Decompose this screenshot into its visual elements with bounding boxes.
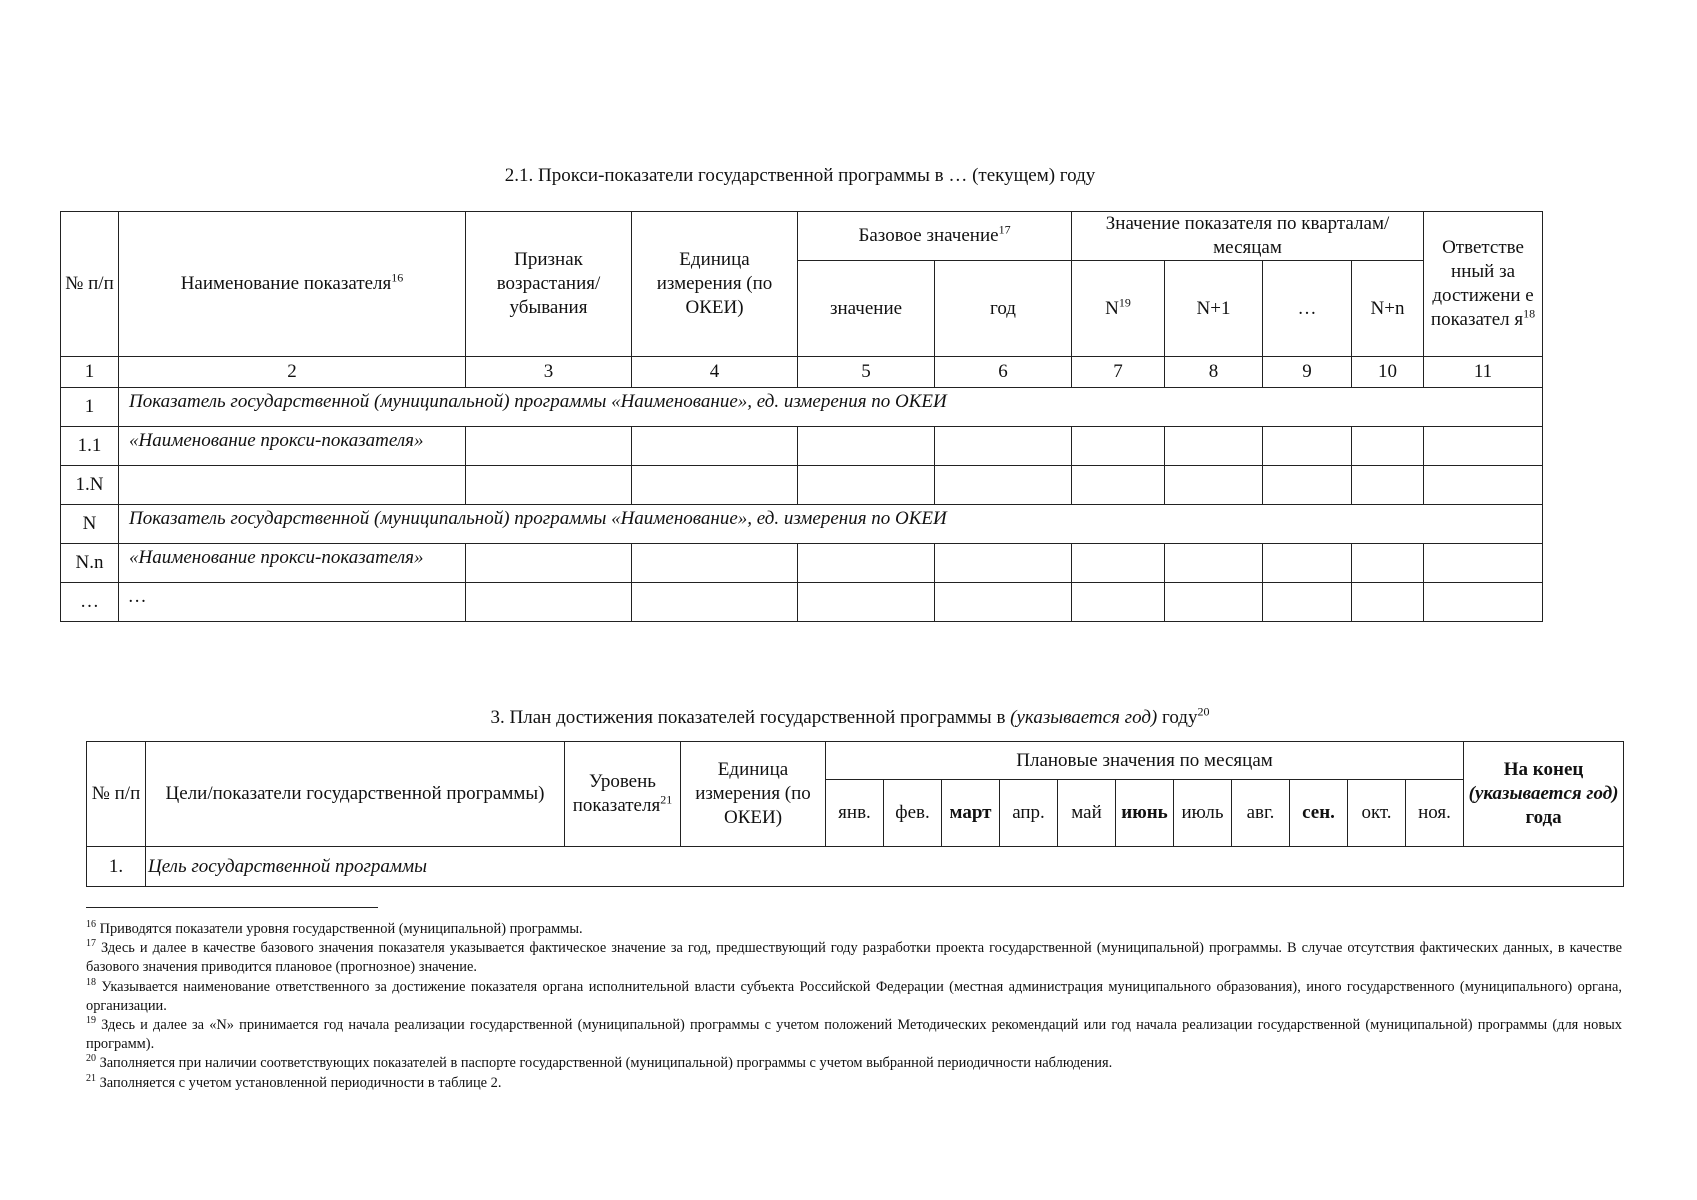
header-indicator-name: Наименование показателя$^{16}$ <box>119 212 466 357</box>
month-apr: апр. <box>1000 780 1058 847</box>
cell <box>1072 427 1165 466</box>
cell <box>798 583 935 622</box>
header-base-value: Базовое значение$^{17}$ <box>798 212 1072 261</box>
cell <box>1352 466 1424 505</box>
cell <box>632 427 798 466</box>
section1-title: 2.1. Прокси-показатели государственной программы в … (текущем) году <box>504 165 1096 186</box>
cell <box>935 583 1072 622</box>
month-sep: сен. <box>1290 780 1348 847</box>
header-period-n: $N^{19}$ <box>1072 261 1165 357</box>
row-num: N.n <box>61 544 119 583</box>
column-number: 2 <box>119 357 466 388</box>
cell <box>1263 427 1352 466</box>
footnote: $^{19}$ Здесь и далее за «N» принимается год начала реализации государственной (муниципальной) программы с учетом положений Методических рекомендаций или год начала реализации государственной (муниципальной) программы (для новых программ). <box>86 1015 1622 1053</box>
cell <box>1263 583 1352 622</box>
cell <box>935 466 1072 505</box>
column-number: 7 <box>1072 357 1165 388</box>
month-oct: окт. <box>1348 780 1406 847</box>
cell <box>1165 427 1263 466</box>
cell <box>935 544 1072 583</box>
table-row <box>87 847 1624 887</box>
header-end-of-year: На конец (указывается год) года <box>1464 742 1624 847</box>
proxy-indicators-table <box>60 211 1543 622</box>
cell <box>1072 583 1165 622</box>
header-responsible: Ответстве нный за достижени е показател $я^{18}$ <box>1424 212 1543 357</box>
cell <box>1424 583 1543 622</box>
cell <box>1165 583 1263 622</box>
header-num: № п/п <box>61 212 119 357</box>
column-number: 4 <box>632 357 798 388</box>
footnote: $^{17}$ Здесь и далее в качестве базового значения показателя указывается фактическое значение за год, предшествующий году разработки проекта государственной (муниципальной) программы. В случае отсутствия фактических данных, в качестве базового значения приводится плановое (прогнозное) значение. <box>86 938 1622 976</box>
header-unit: Единица измерения (по ОКЕИ) <box>632 212 798 357</box>
cell <box>798 466 935 505</box>
column-number: 9 <box>1263 357 1352 388</box>
cell <box>1263 466 1352 505</box>
footnote: $^{18}$ Указывается наименование ответственного за достижение показателя органа исполнительной власти субъекта Российской Федерации (местная администрация муниципального образования), иного государственного (муниципального) органа, организации. <box>86 976 1622 1014</box>
column-number: 5 <box>798 357 935 388</box>
cell <box>632 466 798 505</box>
row-num: … <box>61 583 119 622</box>
row-proxy-name: «Наименование прокси-показателя» <box>119 427 466 466</box>
row-num: 1.1 <box>61 427 119 466</box>
footnote: $^{16}$ Приводятся показатели уровня государственной (муниципальной) программы. <box>86 919 583 937</box>
row-indicator-text: Показатель государственной (муниципальной) программы «Наименование», ед. измерения по ОКЕИ <box>119 505 1543 544</box>
row-indicator-text: Показатель государственной (муниципальной) программы «Наименование», ед. измерения по ОКЕИ <box>119 388 1543 427</box>
footnote: $^{20}$ Заполняется при наличии соответствующих показателей в паспорте государственной (муниципальной) программы с учетом выбранной периодичности наблюдения. <box>86 1053 1113 1072</box>
column-number: 8 <box>1165 357 1263 388</box>
cell <box>1072 544 1165 583</box>
table-row <box>61 388 1543 427</box>
header-base-value-value: значение <box>798 261 935 357</box>
cell <box>1165 466 1263 505</box>
cell <box>1424 466 1543 505</box>
month-feb: фев. <box>884 780 942 847</box>
month-jul: июль <box>1174 780 1232 847</box>
header-planned-values: Плановые значения по месяцам <box>826 742 1464 780</box>
cell <box>1352 427 1424 466</box>
header-period-n1: N+1 <box>1165 261 1263 357</box>
column-number: 1 <box>61 357 119 388</box>
month-nov: ноя. <box>1406 780 1464 847</box>
cell <box>1424 544 1543 583</box>
cell <box>1352 544 1424 583</box>
row-num: 1. <box>87 847 146 887</box>
header-unit: Единица измерения (по ОКЕИ) <box>681 742 826 847</box>
row-proxy-name: … <box>119 583 466 622</box>
row-num: N <box>61 505 119 544</box>
cell <box>798 544 935 583</box>
month-mar: март <box>942 780 1000 847</box>
row-proxy-name <box>119 466 466 505</box>
cell <box>466 583 632 622</box>
header-period-nn: N+n <box>1352 261 1424 357</box>
table-row <box>61 466 1543 505</box>
month-aug: авг. <box>1232 780 1290 847</box>
cell <box>466 544 632 583</box>
table-row <box>61 544 1543 583</box>
month-may: май <box>1058 780 1116 847</box>
cell <box>466 427 632 466</box>
header-period-dots: … <box>1263 261 1352 357</box>
table-row <box>61 427 1543 466</box>
footnote-separator <box>86 907 378 908</box>
row-num: 1.N <box>61 466 119 505</box>
cell <box>1424 427 1543 466</box>
header-sign: Признак возрастания/ убывания <box>466 212 632 357</box>
row-goal-text: Цель государственной программы <box>146 847 1624 887</box>
cell <box>1072 466 1165 505</box>
table-row <box>61 583 1543 622</box>
cell <box>935 427 1072 466</box>
plan-table <box>86 741 1624 887</box>
column-number: 3 <box>466 357 632 388</box>
month-jan: янв. <box>826 780 884 847</box>
cell <box>1352 583 1424 622</box>
cell <box>798 427 935 466</box>
header-goals: Цели/показатели государственной программы) <box>146 742 565 847</box>
section2-title: 3. План достижения показателей государственной программы в (указывается год) году$^{20}$ <box>490 704 1210 728</box>
header-num: № п/п <box>87 742 146 847</box>
cell <box>466 466 632 505</box>
column-number: 6 <box>935 357 1072 388</box>
footnotes <box>86 920 1622 1093</box>
month-jun: июнь <box>1116 780 1174 847</box>
header-quarterly-values: Значение показателя по кварталам/месяцам <box>1072 212 1424 261</box>
footnote: $^{21}$ Заполняется с учетом установленной периодичности в таблице 2. <box>86 1072 502 1091</box>
cell <box>632 544 798 583</box>
header-level: Уровень показателя$^{21}$ <box>565 742 681 847</box>
row-proxy-name: «Наименование прокси-показателя» <box>119 544 466 583</box>
cell <box>1165 544 1263 583</box>
table-row <box>61 505 1543 544</box>
column-number: 10 <box>1352 357 1424 388</box>
column-number: 11 <box>1424 357 1543 388</box>
column-numbers-row <box>61 357 1543 388</box>
cell <box>632 583 798 622</box>
header-base-value-year: год <box>935 261 1072 357</box>
cell <box>1263 544 1352 583</box>
row-num: 1 <box>61 388 119 427</box>
